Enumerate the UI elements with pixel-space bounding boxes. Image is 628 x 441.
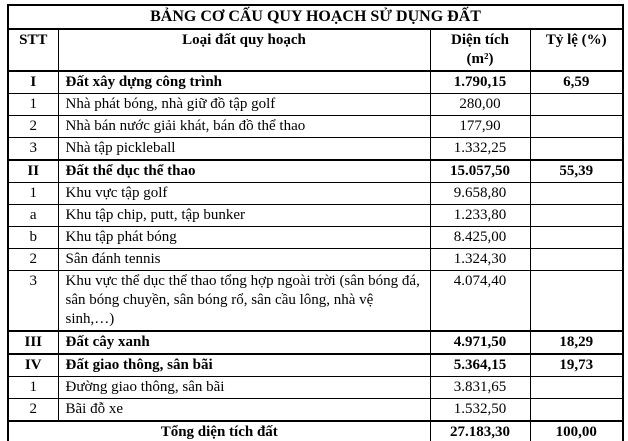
col-header-stt: STT bbox=[8, 29, 58, 71]
cell-ratio bbox=[530, 138, 623, 161]
cell-area: 1.233,80 bbox=[430, 205, 530, 227]
table-row bbox=[8, 116, 623, 138]
cell-type: Nhà phát bóng, nhà giữ đồ tập golf bbox=[58, 94, 430, 116]
table-row bbox=[8, 205, 623, 227]
cell-stt: III bbox=[8, 331, 58, 354]
cell-area: 1.332,25 bbox=[430, 138, 530, 161]
cell-type: Bãi đỗ xe bbox=[58, 399, 430, 422]
total-ratio: 100,00 bbox=[530, 421, 623, 441]
cell-stt: 1 bbox=[8, 183, 58, 205]
cell-stt: b bbox=[8, 227, 58, 249]
table-row bbox=[8, 249, 623, 271]
cell-stt: 2 bbox=[8, 249, 58, 271]
cell-area: 1.324,30 bbox=[430, 249, 530, 271]
table-row bbox=[8, 138, 623, 161]
col-header-type: Loại đất quy hoạch bbox=[58, 29, 430, 71]
col-header-area-line2: (m²) bbox=[466, 51, 494, 67]
cell-area: 15.057,50 bbox=[430, 160, 530, 183]
cell-stt: I bbox=[8, 71, 58, 94]
total-label: Tổng diện tích đất bbox=[8, 421, 430, 441]
total-row bbox=[8, 421, 623, 441]
cell-stt: 1 bbox=[8, 94, 58, 116]
cell-area: 9.658,80 bbox=[430, 183, 530, 205]
col-header-area bbox=[430, 29, 530, 71]
cell-ratio bbox=[530, 205, 623, 227]
cell-ratio bbox=[530, 399, 623, 422]
title-row bbox=[8, 5, 623, 29]
cell-ratio bbox=[530, 377, 623, 399]
section-row bbox=[8, 71, 623, 94]
section-row bbox=[8, 331, 623, 354]
cell-type: Nhà tập pickleball bbox=[58, 138, 430, 161]
cell-type: Đất cây xanh bbox=[58, 331, 430, 354]
cell-type: Sân đánh tennis bbox=[58, 249, 430, 271]
section-row bbox=[8, 160, 623, 183]
cell-ratio bbox=[530, 94, 623, 116]
cell-area: 4.971,50 bbox=[430, 331, 530, 354]
cell-ratio bbox=[530, 227, 623, 249]
cell-type: Khu vực tập golf bbox=[58, 183, 430, 205]
table-body bbox=[8, 71, 623, 441]
total-area: 27.183,30 bbox=[430, 421, 530, 441]
cell-stt: 2 bbox=[8, 116, 58, 138]
section-row bbox=[8, 354, 623, 377]
col-header-area-line1: Diện tích bbox=[451, 32, 509, 48]
cell-ratio bbox=[530, 271, 623, 332]
cell-type: Khu vực thể dục thể thao tổng hợp ngoài trời (sân bóng đá, sân bóng chuyền, sân bóng rổ, sân cầu lông, nhà vệ sinh,…) bbox=[58, 271, 430, 332]
cell-area: 1.790,15 bbox=[430, 71, 530, 94]
cell-ratio: 55,39 bbox=[530, 160, 623, 183]
table-row bbox=[8, 94, 623, 116]
cell-type: Đất xây dựng công trình bbox=[58, 71, 430, 94]
cell-type: Khu tập chip, putt, tập bunker bbox=[58, 205, 430, 227]
cell-area: 3.831,65 bbox=[430, 377, 530, 399]
cell-area: 177,90 bbox=[430, 116, 530, 138]
cell-area: 1.532,50 bbox=[430, 399, 530, 422]
cell-stt: 3 bbox=[8, 138, 58, 161]
cell-type: Nhà bán nước giải khát, bán đồ thể thao bbox=[58, 116, 430, 138]
cell-ratio bbox=[530, 249, 623, 271]
cell-stt: 2 bbox=[8, 399, 58, 422]
cell-ratio bbox=[530, 183, 623, 205]
cell-type: Đất thể dục thể thao bbox=[58, 160, 430, 183]
cell-ratio: 18,29 bbox=[530, 331, 623, 354]
cell-stt: II bbox=[8, 160, 58, 183]
cell-type: Đường giao thông, sân bãi bbox=[58, 377, 430, 399]
cell-type: Khu tập phát bóng bbox=[58, 227, 430, 249]
cell-stt: a bbox=[8, 205, 58, 227]
table-row bbox=[8, 377, 623, 399]
cell-area: 5.364,15 bbox=[430, 354, 530, 377]
land-use-table bbox=[7, 4, 624, 441]
cell-ratio bbox=[530, 116, 623, 138]
cell-ratio: 6,59 bbox=[530, 71, 623, 94]
cell-area: 280,00 bbox=[430, 94, 530, 116]
cell-stt: 3 bbox=[8, 271, 58, 332]
table-row bbox=[8, 183, 623, 205]
cell-area: 4.074,40 bbox=[430, 271, 530, 332]
table-row bbox=[8, 399, 623, 422]
table-row bbox=[8, 271, 623, 332]
cell-stt: IV bbox=[8, 354, 58, 377]
cell-type: Đất giao thông, sân bãi bbox=[58, 354, 430, 377]
col-header-ratio: Tỷ lệ (%) bbox=[530, 29, 623, 71]
table-title: BẢNG CƠ CẤU QUY HOẠCH SỬ DỤNG ĐẤT bbox=[8, 5, 623, 29]
cell-area: 8.425,00 bbox=[430, 227, 530, 249]
cell-ratio: 19,73 bbox=[530, 354, 623, 377]
cell-stt: 1 bbox=[8, 377, 58, 399]
table-row bbox=[8, 227, 623, 249]
header-row bbox=[8, 29, 623, 71]
